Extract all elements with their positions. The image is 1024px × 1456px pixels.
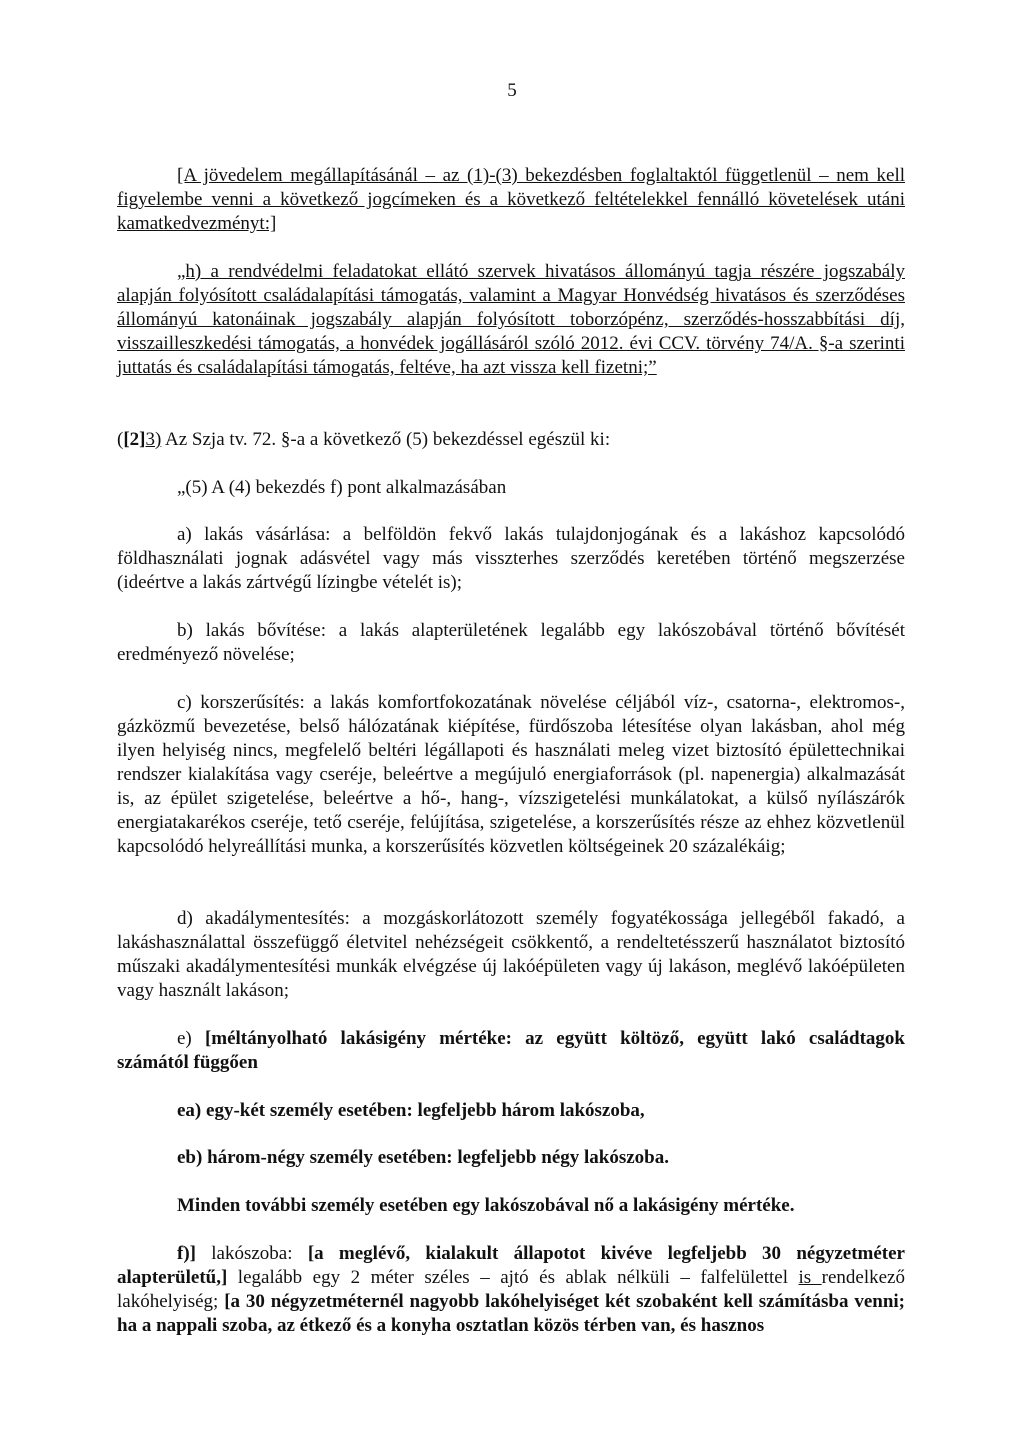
point-h-text: „h) a rendvédelmi feladatokat ellátó szervek hivatásos állományú tagja részére jogszabály alapján folyósított családalapítási támogatás, valamint a Magyar Honvédség hivatásos és szerződéses állományú katonáinak jogszabály alapján folyósított toborzópénz, szerződés-hosszabbítási díj, visszailleszkedési támogatás, a honvédek jogállásáról szóló 2012. évi CCV. törvény 74/A. §-a szerinti juttatás és családalapítási támogatás, feltéve, ha azt vissza kell fizetni;” [117, 261, 905, 378]
item-f-underlined: is [798, 1267, 822, 1288]
item-e-extra: Minden további személy esetében egy lakószobával nő a lakásigény mértéke. [177, 1195, 795, 1216]
item-e-bold: [méltányolható lakásigény mértéke: az együtt költöző, együtt lakó családtagok számától függően [117, 1028, 905, 1073]
intro-text: [A jövedelem megállapításánál – az (1)-(3) bekezdésben foglaltaktól függetlenül – nem kell figyelembe venni a következő jogcímeken és a következő feltételekkel fennálló követelések utáni kamatkedvezményt:] [117, 165, 905, 234]
item-e-prefix: e) [177, 1028, 205, 1049]
item-d: d) akadálymentesítés: a mozgáskorlátozott személy fogyatékossága jellegéből fakadó, a lakáshasználattal összefüggő életvitel nehézségeit csökkentő, a rendeltetésszerű használatot biztosító műszaki akadálymentesítési munkák elvégzése új lakóépületen vagy új lakáson, meglévő lakóépületen vagy használt lakáson; [117, 908, 905, 1001]
item-ea: ea) egy-két személy esetében: legfeljebb három lakószoba, [177, 1100, 645, 1121]
item-b: b) lakás bővítése: a lakás alapterületének legalább egy lakószobával történő bővítését eredményező növelése; [117, 620, 905, 665]
amend-open: ( [117, 429, 124, 450]
page-number: 5 [507, 80, 517, 101]
item-f [117, 1242, 905, 1338]
item-e [117, 1027, 905, 1075]
item-f-text-2: legalább egy 2 méter széles – ajtó és ablak nélküli – falfelülettel [227, 1267, 799, 1288]
amendment-paragraph [117, 428, 610, 452]
item-eb: eb) három-négy személy esetében: legfeljebb négy lakószoba. [177, 1147, 669, 1168]
item-f-bold-2: [a 30 négyzetméternél nagyobb lakóhelyiséget két szobaként kell számításba venni; ha a nappali szoba, az étkező és a konyha osztatlan közös térben van, és hasznos [117, 1291, 906, 1336]
item-f-text-3: rendelkező lakóhelyiség; [117, 1267, 905, 1312]
item-f-text-1: lakószoba: [195, 1243, 308, 1264]
subsection-5-intro: „(5) A (4) bekezdés f) pont alkalmazásában [177, 477, 507, 498]
point-h-paragraph [117, 260, 905, 380]
intro-paragraph [117, 164, 905, 236]
item-c: c) korszerűsítés: a lakás komfortfokozatának növelése céljából víz-, csatorna-, elektromos-, gázközmű bevezetése, belső hálózatának kiépítése, fürdőszoba létesítése olyan lakásban, ahol még ilyen helyiség nincs, megfelelő beltéri légállapoti és használati meleg vizet biztosító épülettechnikai rendszer kialakítása vagy cseréje, beleértve a megújuló energiaforrások (pl. napenergia) alkalmazását is, az épület szigetelése, beleértve a hő-, hang-, vízszigetelési munkálatokat, a külső nyílászárók energiatakarékos cseréje, tető cseréje, felújítása, szigetelése, a korszerűsítés része az ehhez közvetlenül kapcsolódó helyreállítási munka, a korszerűsítés közvetlen költségeinek 20 százalékáig; [117, 692, 905, 857]
item-a: a) lakás vásárlása: a belföldön fekvő lakás tulajdonjogának és a lakáshoz kapcsolódó földhasználati jognak adásvétel vagy más visszterhes szerződés keretében történő megszerzése (ideértve a lakás zártvégű lízingbe vételét is); [117, 524, 905, 593]
amend-new-number: 3) [145, 429, 162, 450]
item-f-letter: f)] [177, 1243, 196, 1264]
item-f-bold-1: [a meglévő, kialakult állapotot kivéve legfeljebb 30 négyzetméter alapterületű,] [117, 1243, 905, 1288]
amend-old-number: [2] [123, 429, 146, 450]
amend-text: Az Szja tv. 72. §-a a következő (5) bekezdéssel egészül ki: [161, 429, 611, 450]
